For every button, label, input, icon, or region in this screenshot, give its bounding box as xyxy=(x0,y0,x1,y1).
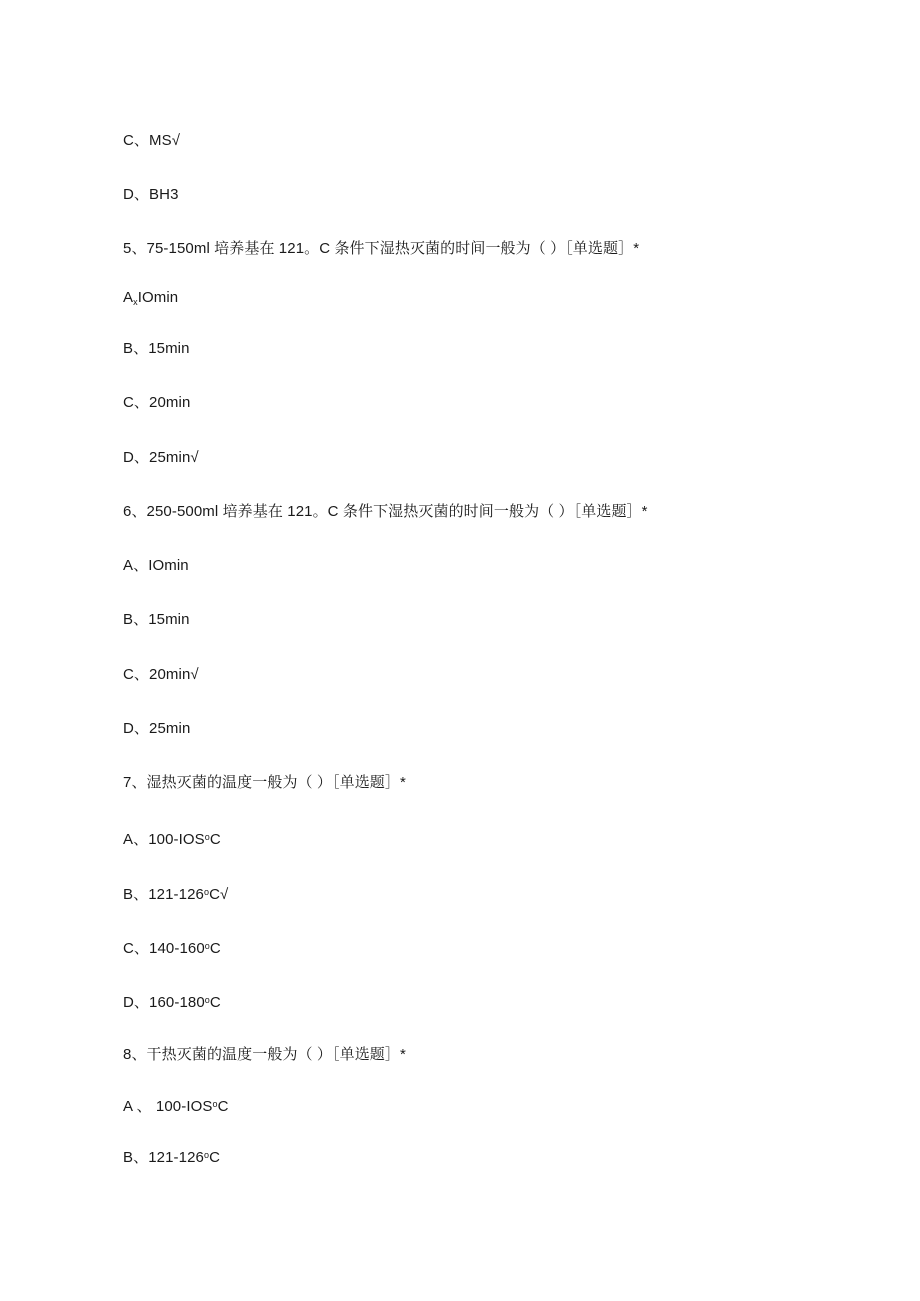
degree-mark: o xyxy=(204,941,210,951)
q8-option-a xyxy=(123,1095,229,1116)
q8-question: 8、干热灭菌的温度一般为（ ）［单选题］* xyxy=(123,1046,406,1063)
option-text: D、160-180 xyxy=(123,994,205,1011)
q5-question: 5、75-150ml 培养基在 121。C 条件下湿热灭菌的时间一般为（ ）［单选题］* xyxy=(123,240,640,257)
subscript-mark: x xyxy=(133,297,138,307)
q6-option-b: B、15min xyxy=(123,611,190,628)
q5-option-d: D、25min√ xyxy=(123,449,199,466)
q6-option-a: A、IOmin xyxy=(123,557,189,574)
option-text: B、121-126 xyxy=(123,886,204,903)
degree-mark: o xyxy=(204,995,210,1005)
unit-text: C xyxy=(217,1098,229,1115)
option-text: C、140-160 xyxy=(123,940,205,957)
q5-option-b: B、15min xyxy=(123,340,190,357)
degree-mark: o xyxy=(212,1099,218,1109)
q5-option-a xyxy=(123,289,178,311)
q4-option-c: C、MS√ xyxy=(123,132,181,149)
q7-option-a xyxy=(123,828,221,849)
q7-option-c xyxy=(123,937,221,958)
unit-text: C xyxy=(209,1149,221,1166)
degree-mark: o xyxy=(203,887,210,897)
option-text: A 、 100-IOS xyxy=(123,1098,213,1115)
q4-option-d: D、BH3 xyxy=(123,186,179,203)
option-text: B、121-126 xyxy=(123,1149,204,1166)
q7-option-b xyxy=(123,883,228,904)
unit-text: C xyxy=(209,940,221,957)
degree-mark: o xyxy=(203,1150,210,1160)
degree-mark: o xyxy=(204,832,210,842)
option-letter: A xyxy=(123,289,134,306)
option-text: IOmin xyxy=(137,289,179,306)
q6-question: 6、250-500ml 培养基在 121。C 条件下湿热灭菌的时间一般为（ ）［单选题］* xyxy=(123,503,648,520)
q8-option-b xyxy=(123,1146,220,1167)
option-text: A、100-IOS xyxy=(123,831,205,848)
q6-option-d: D、25min xyxy=(123,720,191,737)
q7-question: 7、湿热灭菌的温度一般为（ ）［单选题］* xyxy=(123,774,406,791)
q5-option-c: C、20min xyxy=(123,394,191,411)
unit-text: C xyxy=(209,994,221,1011)
unit-text: C√ xyxy=(209,886,229,903)
q6-option-c: C、20min√ xyxy=(123,666,199,683)
unit-text: C xyxy=(209,831,221,848)
q7-option-d xyxy=(123,991,221,1012)
